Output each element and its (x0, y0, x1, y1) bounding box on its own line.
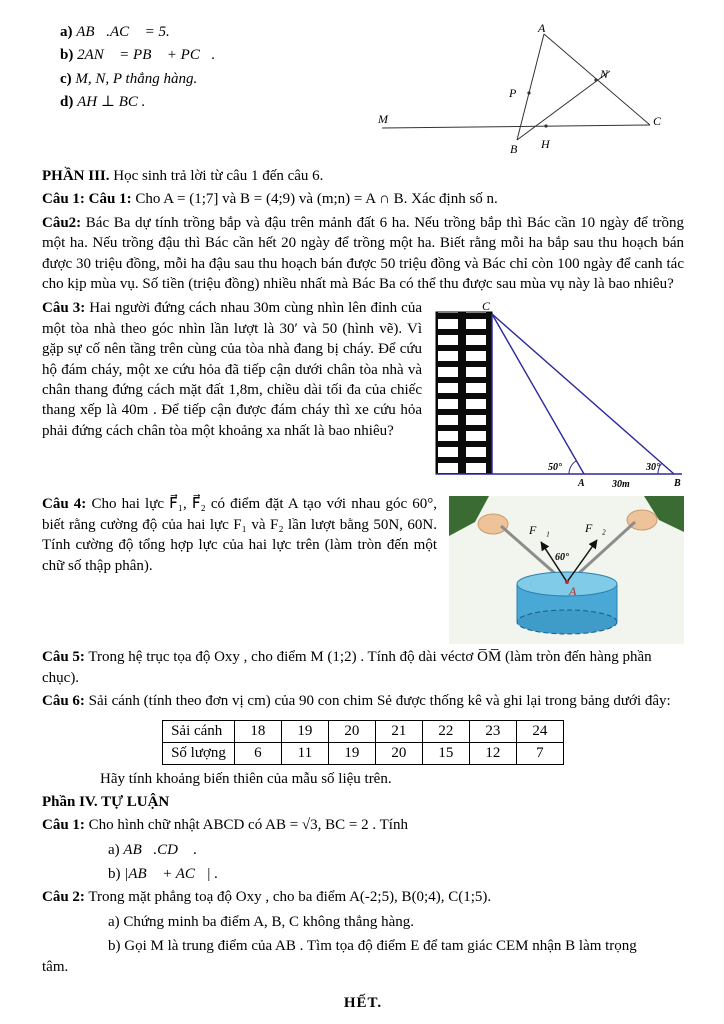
table-cell: 15 (422, 742, 469, 764)
q2-item-a-text: Chứng minh ba điểm A, B, C không thẳng hàng. (123, 913, 415, 930)
table-cell: 20 (328, 720, 375, 742)
question-4-block (42, 494, 684, 644)
q2-item-a-label: a) (108, 913, 120, 930)
building-point-C: C (482, 300, 491, 314)
question-2 (42, 213, 684, 295)
point-label-M: M (378, 112, 388, 126)
question-1-label: Câu 1: Câu 1: (42, 191, 132, 208)
item-a-label: a) (108, 841, 120, 858)
part4-heading (42, 792, 684, 812)
question-3-block (42, 298, 684, 490)
part4-question-2-text: Trong mặt phẳng toạ độ Oxy , cho ba điểm A(-2;5), B(0;4), C(1;5). (88, 889, 492, 906)
point-label-B: B (510, 142, 518, 154)
point-label-A: A (538, 22, 546, 35)
table-cell: 19 (281, 720, 328, 742)
part3-heading-label: PHẦN III. (42, 168, 110, 184)
statement-a-label: a) (60, 24, 73, 40)
building-figure (434, 300, 684, 490)
forces-figure (449, 496, 684, 644)
statement-d-text: AH ⊥ BC . (77, 94, 146, 111)
statement-b-label: b) (60, 47, 74, 64)
question-3-text: Hai người đứng cách nhau 30m cùng nhìn lên đỉnh của một tòa nhà theo góc nhìn lần lượt là 30′ và 50 (hình vẽ). Vì gặp sự cố nên tầng trên cùng của tòa nhà đang bị cháy. Để cứu hộ đám cháy, một xe cứu hỏa đã tiếp cận dưới chân tòa nhà và chân thang đứng cách mặt đất 1,8m, chiều dài tối đa của chiếc thang xếp là 40m . Để tiếp cận được đám cháy thì xe cứu hỏa phải đứng cách chân tòa một khoảng xa nhất là bao nhiêu? (42, 300, 422, 439)
force-label-f2: F⃗₂ (585, 521, 606, 536)
table-cell: 6 (234, 742, 281, 764)
point-label-A2: A (569, 584, 577, 599)
statement-a (60, 22, 378, 42)
part4-q2-item-b (108, 936, 684, 956)
building (436, 312, 492, 474)
geometry-points (527, 78, 597, 127)
question-6-text: Sải cánh (tính theo đơn vị cm) của 90 con chim Sẻ được thống kê và ghi lại trong bảng dưới đây: (88, 693, 671, 710)
wingspan-table (162, 720, 564, 765)
part3-heading (42, 166, 684, 186)
statement-c-text: M, N, P thẳng hàng. (75, 70, 198, 87)
statement-b-text: 2AN⃗ = PB⃗ + PC⃗. (77, 47, 216, 64)
building-point-B: B (674, 478, 681, 490)
table-row-wingspan (163, 720, 564, 742)
part4-heading-text: Phần IV. TỰ LUẬN (42, 793, 170, 810)
question-2-label: Câu2: (42, 214, 82, 231)
part4-q1-item-b (108, 864, 684, 884)
footer-het: HẾT. (343, 995, 383, 1012)
question-4-text: Cho hai lực F⃗₁, F⃗₂ có điểm đặt A tạo với nhau góc 60°, biết rằng cường độ của hai lực F₁ và F₂ lần lượt bằng 50N, 60N. Tính cường độ tổng hợp lực của hai lực trên (làm tròn đến một chữ số thập phân). (42, 496, 438, 574)
part4-question-1 (42, 815, 684, 835)
statement-d (60, 92, 378, 112)
part3-heading-text: Học sinh trả lời từ câu 1 đến câu 6. (113, 168, 324, 184)
angle-label-30: 30° (646, 462, 660, 474)
statements-section (42, 22, 684, 154)
question-6-label: Câu 6: (42, 693, 85, 710)
table-row-count (163, 742, 564, 764)
part4-question-2-label: Câu 2: (42, 889, 85, 906)
q2-item-b-label: b) (108, 938, 121, 955)
table-cell: 21 (375, 720, 422, 742)
angle-label-60: 60° (555, 552, 569, 564)
question-3-label: Câu 3: (42, 300, 86, 317)
item-b-text: |AB⃗ + AC⃗| . (124, 866, 219, 883)
table-cell: Sải cánh (163, 720, 235, 742)
angle-label-50: 50° (548, 462, 562, 474)
building-point-A: A (578, 478, 585, 490)
item-a-text: AB⃗.CD⃗ . (123, 841, 198, 858)
force-label-f1: F⃗₁ (529, 523, 550, 538)
point-label-P: P (509, 86, 517, 100)
statement-c-label: c) (60, 70, 72, 87)
statement-c (60, 69, 378, 89)
question-6-followup: Hãy tính khoảng biến thiên của mẫu số liệu trên. (100, 770, 392, 787)
table-cell: 11 (281, 742, 328, 764)
question-5-text: Trong hệ trục tọa độ Oxy , cho điểm M (1;2) . Tính độ dài véctơ O̅M̅ (làm tròn đến hàng phần chục). (42, 649, 652, 686)
question-4-label: Câu 4: (42, 496, 87, 513)
question-2-text: Bác Ba dự tính trồng bắp và đậu trên mảnh đất 6 ha. Nếu trồng bắp thì Bác cần 10 ngày để trồng một ha. Nếu trồng đậu thì Bác cần hết 20 ngày để trồng một ha. Biết rằng mỗi ha bắp sau thu hoạch bán được 30 triệu đồng, mỗi ha đậu sau thu hoạch bán được 50 triệu đồng và Bác chỉ còn 100 ngày để canh tác cho kịp mùa vụ. Số tiền (triệu đồng) nhiều nhất mà Bác Ba có thể thu được sau mùa vụ này là bao nhiêu? (42, 214, 684, 292)
part4-q2-item-a (108, 912, 684, 932)
table-cell: 24 (516, 720, 563, 742)
point-label-N: N (600, 67, 609, 81)
table-cell: 7 (516, 742, 563, 764)
question-1 (42, 189, 684, 209)
point-label-H: H (541, 137, 550, 151)
part4-question-1-text: Cho hình chữ nhật ABCD có AB = √3, BC = 2 . Tính (88, 817, 408, 834)
question-5-label: Câu 5: (42, 649, 85, 666)
point-label-C: C (653, 114, 662, 128)
statement-d-label: d) (60, 94, 74, 111)
geometry-figure (378, 22, 678, 154)
table-cell: 22 (422, 720, 469, 742)
q2-item-b-text: Gọi M là trung điểm của AB . Tìm tọa độ điểm E để tam giác CEM nhận B làm trọng (124, 938, 637, 955)
distance-label-30m: 30m (612, 479, 630, 491)
table-cell: 19 (328, 742, 375, 764)
table-cell: 12 (469, 742, 516, 764)
table-cell: Số lượng (163, 742, 235, 764)
part4-question-1-label: Câu 1: (42, 817, 85, 834)
part4-q1-item-a (108, 840, 684, 860)
table-cell: 18 (234, 720, 281, 742)
statement-a-text: AB⃗.AC⃗ = 5. (76, 24, 170, 40)
part4-q2-continuation: tâm. (42, 958, 69, 975)
table-cell: 20 (375, 742, 422, 764)
statement-list (60, 22, 378, 116)
question-6 (42, 691, 684, 711)
question-5 (42, 647, 684, 688)
part4-question-2 (42, 887, 684, 907)
item-b-label: b) (108, 866, 121, 883)
question-1-text: Cho A = (1;7] và B = (4;9) và (m;n) = A ∩ B. Xác định số n. (135, 191, 498, 208)
statement-b (60, 45, 378, 65)
table-cell: 23 (469, 720, 516, 742)
